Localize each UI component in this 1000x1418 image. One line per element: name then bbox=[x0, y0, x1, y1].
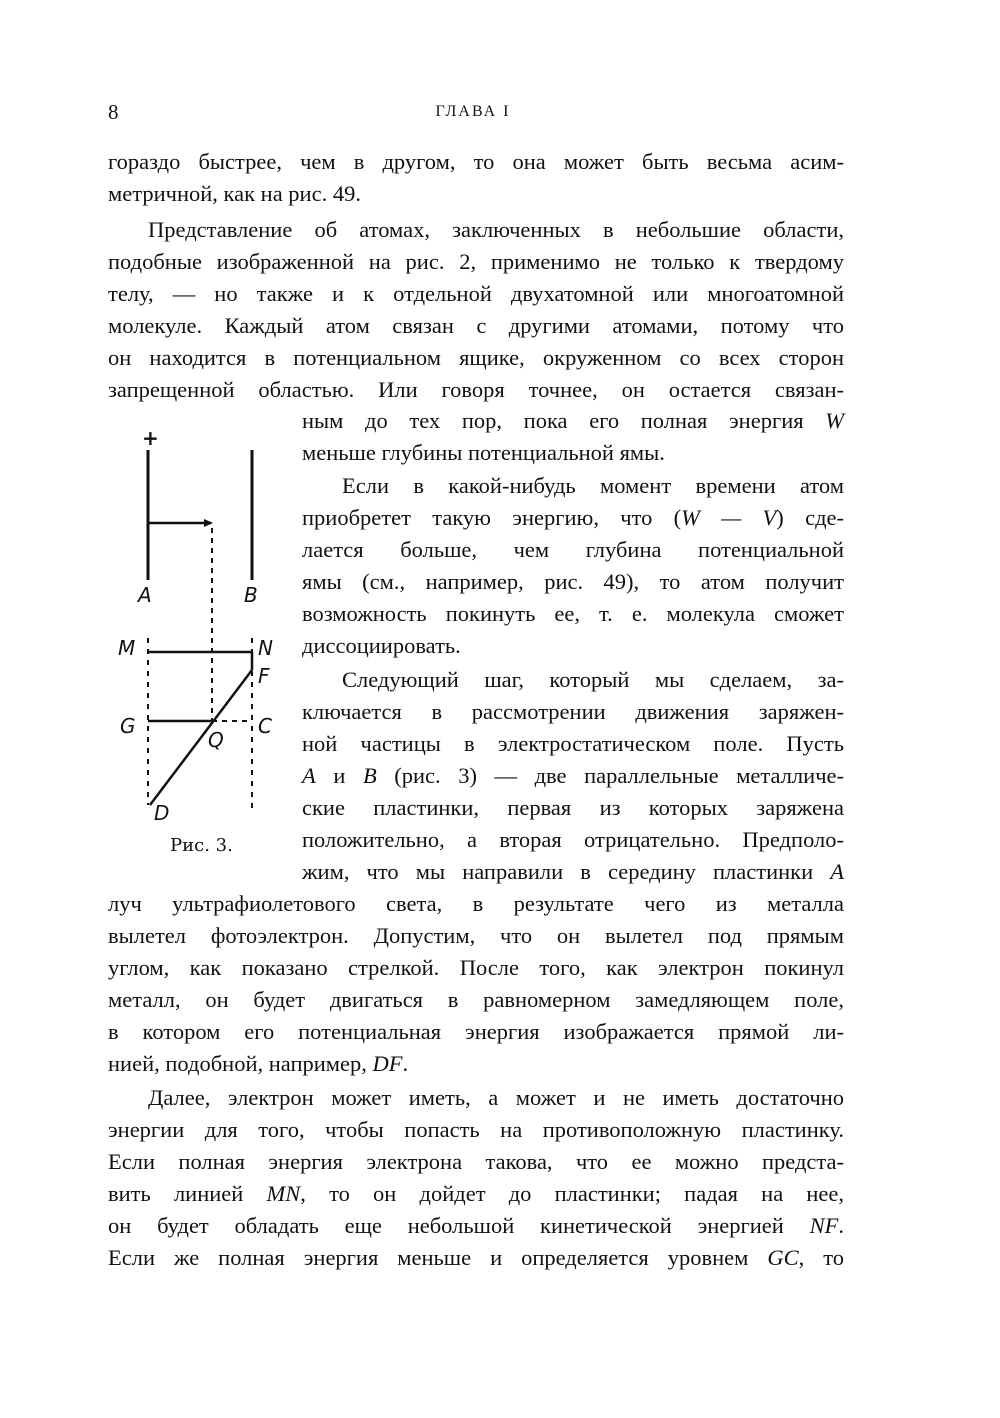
text-line: он находится в потенциальном ящике, окруженном со всех сторон bbox=[108, 345, 844, 370]
math-var: A bbox=[302, 763, 316, 788]
figure-3 bbox=[108, 420, 298, 860]
label-d: D bbox=[154, 801, 170, 825]
text-line: ямы (см., например, рис. 49), то атом получит bbox=[302, 569, 844, 594]
text-span: . bbox=[838, 1213, 844, 1238]
text-line: лается больше, чем глубина потенциальной bbox=[302, 537, 844, 562]
text-line: ские пластинки, первая из которых заряжена bbox=[302, 795, 844, 820]
text-line: гораздо быстрее, чем в другом, то она может быть весьма асим- bbox=[108, 149, 844, 174]
text-line: Следующий шаг, который мы сделаем, за- bbox=[342, 667, 844, 692]
text-span: приобретет такую энергию, что ( bbox=[302, 505, 682, 530]
label-a: A bbox=[138, 583, 152, 607]
label-n: N bbox=[258, 636, 273, 660]
plus-sign: + bbox=[142, 426, 159, 450]
text-line: подобные изображенной на рис. 2, применимо не только к твердому bbox=[108, 249, 844, 274]
text-span: . bbox=[402, 1051, 409, 1076]
text-line bbox=[108, 1178, 844, 1210]
text-line: Если в какой-нибудь момент времени атом bbox=[342, 473, 844, 498]
text-span: ным до тех пор, пока его полная энергия bbox=[302, 408, 826, 433]
math-var: W — V bbox=[681, 505, 777, 530]
text-line: углом, как показано стрелкой. После того, как электрон покинул bbox=[108, 955, 844, 980]
text-line: ключается в рассмотрении движения заряжен- bbox=[302, 699, 844, 724]
math-var: MN bbox=[266, 1181, 301, 1206]
text-span: вить линией bbox=[108, 1181, 267, 1206]
math-var: A bbox=[830, 859, 844, 884]
label-c: C bbox=[258, 714, 272, 738]
math-var: DF bbox=[372, 1051, 403, 1076]
math-var: W bbox=[825, 408, 844, 433]
text-line bbox=[302, 856, 844, 888]
text-span: жим, что мы направили в середину пластинки bbox=[302, 859, 831, 884]
math-var: GC bbox=[767, 1245, 799, 1270]
text-span: и bbox=[315, 763, 363, 788]
text-line bbox=[108, 1242, 844, 1274]
label-m: M bbox=[118, 636, 136, 660]
text-line: луч ультрафиолетового света, в результате чего из металла bbox=[108, 891, 844, 916]
label-f: F bbox=[258, 664, 270, 688]
text-line: вылетел фотоэлектрон. Допустим, что он вылетел под прямым bbox=[108, 923, 844, 948]
figure-caption: Рис. 3. bbox=[170, 835, 233, 856]
line-df bbox=[150, 670, 252, 805]
text-line: металл, он будет двигаться в равномерном замедляющем поле, bbox=[108, 987, 844, 1012]
label-b: B bbox=[244, 583, 258, 607]
label-g: G bbox=[120, 714, 136, 738]
text-line: возможность покинуть ее, т. е. молекула сможет bbox=[302, 601, 844, 626]
text-line: энергии для того, чтобы попасть на противоположную пластинку. bbox=[108, 1117, 844, 1142]
text-line bbox=[108, 1048, 844, 1080]
text-line: метричной, как на рис. 49. bbox=[108, 181, 361, 206]
text-line: молекуле. Каждый атом связан с другими атомами, потому что bbox=[108, 313, 844, 338]
text-line bbox=[302, 760, 844, 792]
text-line bbox=[108, 1210, 844, 1242]
text-line bbox=[302, 502, 844, 534]
text-line: диссоциировать. bbox=[302, 633, 461, 658]
text-line: телу, — но также и к отдельной двухатомной или многоатомной bbox=[108, 281, 844, 306]
text-span: нией, подобной, например, bbox=[108, 1051, 373, 1076]
text-line: ной частицы в электростатическом поле. Пусть bbox=[302, 731, 844, 756]
math-var: NF bbox=[809, 1213, 839, 1238]
label-q: Q bbox=[208, 728, 224, 752]
running-header bbox=[108, 100, 838, 130]
text-line: запрещенной областью. Или говоря точнее, он остается связан- bbox=[108, 377, 844, 402]
text-span: , то он дойдет до пластинки; падая на нее, bbox=[300, 1181, 845, 1206]
page-number: 8 bbox=[108, 100, 119, 124]
text-line: Если полная энергия электрона такова, что ее можно предста- bbox=[108, 1149, 844, 1174]
text-line bbox=[302, 405, 844, 437]
text-line: положительно, а вторая отрицательно. Предполо- bbox=[302, 827, 844, 852]
text-line: меньше глубины потенциальной ямы. bbox=[302, 440, 665, 465]
text-span: Если же полная энергия меньше и определяется уровнем bbox=[108, 1245, 768, 1270]
text-span: (рис. 3) — две параллельные металличе- bbox=[376, 763, 844, 788]
text-span: ) сде- bbox=[776, 505, 845, 530]
math-var: B bbox=[362, 763, 377, 788]
text-span: он будет обладать еще небольшой кинетической энергией bbox=[108, 1213, 810, 1238]
chapter-title: ГЛАВА I bbox=[435, 103, 511, 120]
text-line: Далее, электрон может иметь, а может и не иметь достаточно bbox=[148, 1085, 844, 1110]
text-line: Представление об атомах, заключенных в небольшие области, bbox=[148, 217, 844, 242]
text-line: в котором его потенциальная энергия изображается прямой ли- bbox=[108, 1019, 844, 1044]
text-span: , то bbox=[798, 1245, 844, 1270]
arrow-head-icon bbox=[204, 519, 213, 527]
